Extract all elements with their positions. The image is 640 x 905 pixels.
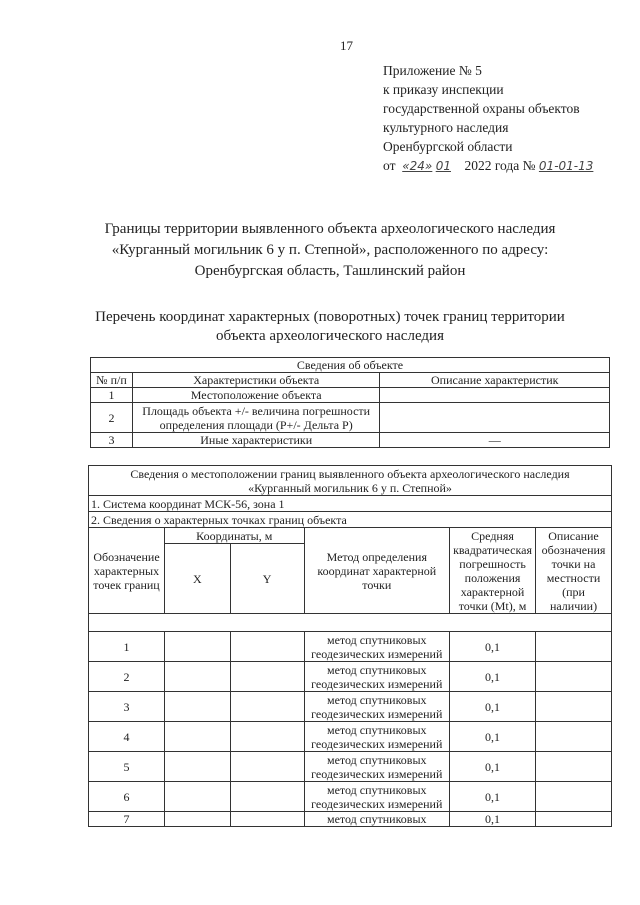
- point-y: [230, 632, 304, 662]
- point-id: 1: [89, 632, 165, 662]
- point-y: [230, 812, 304, 827]
- object-info-table: [90, 357, 610, 448]
- section-points: 2. Сведения о характерных точках границ объекта: [89, 512, 612, 528]
- section-coordinate-system: 1. Система координат МСК-56, зона 1: [89, 496, 612, 512]
- appendix-line: Оренбургской области: [383, 139, 513, 154]
- title-line: Границы территории выявленного объекта археологического наследия: [104, 221, 556, 237]
- point-desc: [536, 692, 612, 722]
- point-desc: [536, 752, 612, 782]
- point-method: метод спутниковых геодезических измерений: [304, 722, 450, 752]
- document-title: [60, 219, 600, 282]
- point-method: метод спутниковых: [304, 812, 450, 827]
- point-error: 0,1: [450, 722, 536, 752]
- point-error: 0,1: [450, 692, 536, 722]
- point-desc: [536, 632, 612, 662]
- point-id: 2: [89, 662, 165, 692]
- table-caption: [89, 466, 612, 496]
- point-y: [230, 782, 304, 812]
- column-header: № п/п: [91, 373, 133, 388]
- row-desc: [380, 403, 610, 433]
- column-header: Описание характеристик: [380, 373, 610, 388]
- header-coords: Координаты, м: [164, 528, 304, 544]
- title-line: Оренбургская область, Ташлинский район: [194, 263, 466, 279]
- header-method: Метод определения координат характерной точки: [304, 528, 450, 614]
- point-x: [164, 662, 230, 692]
- boundary-points-table: [88, 465, 612, 827]
- appendix-header: [383, 61, 593, 176]
- table-row: [89, 812, 612, 827]
- caption-line: Сведения о местоположении границ выявленного объекта археологического наследия: [130, 466, 570, 481]
- header-error: Средняя квадратическая погрешность положения характерной точки (Mt), м: [450, 528, 536, 614]
- subtitle-line: объекта археологического наследия: [216, 328, 444, 344]
- appendix-line: государственной охраны объектов: [383, 101, 580, 116]
- date-year-suffix: года №: [494, 158, 536, 173]
- point-x: [164, 632, 230, 662]
- table-row: [89, 782, 612, 812]
- point-method: метод спутниковых геодезических измерений: [304, 632, 450, 662]
- spacer-row: [89, 614, 612, 632]
- header-x: X: [164, 544, 230, 614]
- document-subtitle: [60, 308, 600, 346]
- point-x: [164, 752, 230, 782]
- point-x: [164, 722, 230, 752]
- row-number: 1: [91, 388, 133, 403]
- page-number: 17: [340, 38, 353, 53]
- point-error: 0,1: [450, 632, 536, 662]
- table-row: [89, 752, 612, 782]
- point-error: 0,1: [450, 752, 536, 782]
- point-desc: [536, 722, 612, 752]
- table-row: [89, 722, 612, 752]
- point-error: 0,1: [450, 812, 536, 827]
- date-day: «24»: [402, 159, 433, 173]
- appendix-line: к приказу инспекции: [383, 82, 504, 97]
- table-caption: Сведения об объекте: [91, 358, 610, 373]
- point-id: 3: [89, 692, 165, 722]
- header-point: Обозначение характерных точек границ: [89, 528, 165, 614]
- point-y: [230, 692, 304, 722]
- point-error: 0,1: [450, 782, 536, 812]
- order-number: 01-01-13: [538, 159, 594, 173]
- row-number: 3: [91, 433, 133, 448]
- row-number: 2: [91, 403, 133, 433]
- row-name: Местоположение объекта: [132, 388, 380, 403]
- table-row: [91, 403, 610, 433]
- date-year: 2022: [464, 158, 492, 173]
- header-desc: Описание обозначения точки на местности (при наличии): [536, 528, 612, 614]
- point-x: [164, 812, 230, 827]
- subtitle-line: Перечень координат характерных (поворотных) точек границ территории: [95, 309, 565, 325]
- date-month: 01: [435, 159, 451, 173]
- row-name: Иные характеристики: [132, 433, 380, 448]
- header-y: Y: [230, 544, 304, 614]
- point-desc: [536, 812, 612, 827]
- point-y: [230, 722, 304, 752]
- point-id: 6: [89, 782, 165, 812]
- table-row: [91, 388, 610, 403]
- column-header: Характеристики объекта: [132, 373, 380, 388]
- point-y: [230, 662, 304, 692]
- row-desc: [380, 388, 610, 403]
- point-method: метод спутниковых геодезических измерений: [304, 692, 450, 722]
- appendix-date-line: [383, 156, 593, 176]
- date-prefix: от: [383, 158, 396, 173]
- point-method: метод спутниковых геодезических измерений: [304, 782, 450, 812]
- point-y: [230, 752, 304, 782]
- row-name: Площадь объекта +/- величина погрешности определения площади (Р+/- Дельта Р): [132, 403, 380, 433]
- point-method: метод спутниковых геодезических измерений: [304, 752, 450, 782]
- point-x: [164, 782, 230, 812]
- row-desc: —: [380, 433, 610, 448]
- point-desc: [536, 662, 612, 692]
- point-error: 0,1: [450, 662, 536, 692]
- table-row: [89, 662, 612, 692]
- point-id: 7: [89, 812, 165, 827]
- title-line: «Курганный могильник 6 у п. Степной», расположенного по адресу:: [111, 242, 549, 258]
- appendix-line: Приложение № 5: [383, 63, 482, 78]
- table-row: [89, 692, 612, 722]
- point-x: [164, 692, 230, 722]
- caption-line: «Курганный могильник 6 у п. Степной»: [248, 480, 452, 495]
- table-row: [89, 632, 612, 662]
- point-id: 5: [89, 752, 165, 782]
- table-row: [91, 433, 610, 448]
- point-id: 4: [89, 722, 165, 752]
- point-method: метод спутниковых геодезических измерений: [304, 662, 450, 692]
- point-desc: [536, 782, 612, 812]
- appendix-line: культурного наследия: [383, 120, 509, 135]
